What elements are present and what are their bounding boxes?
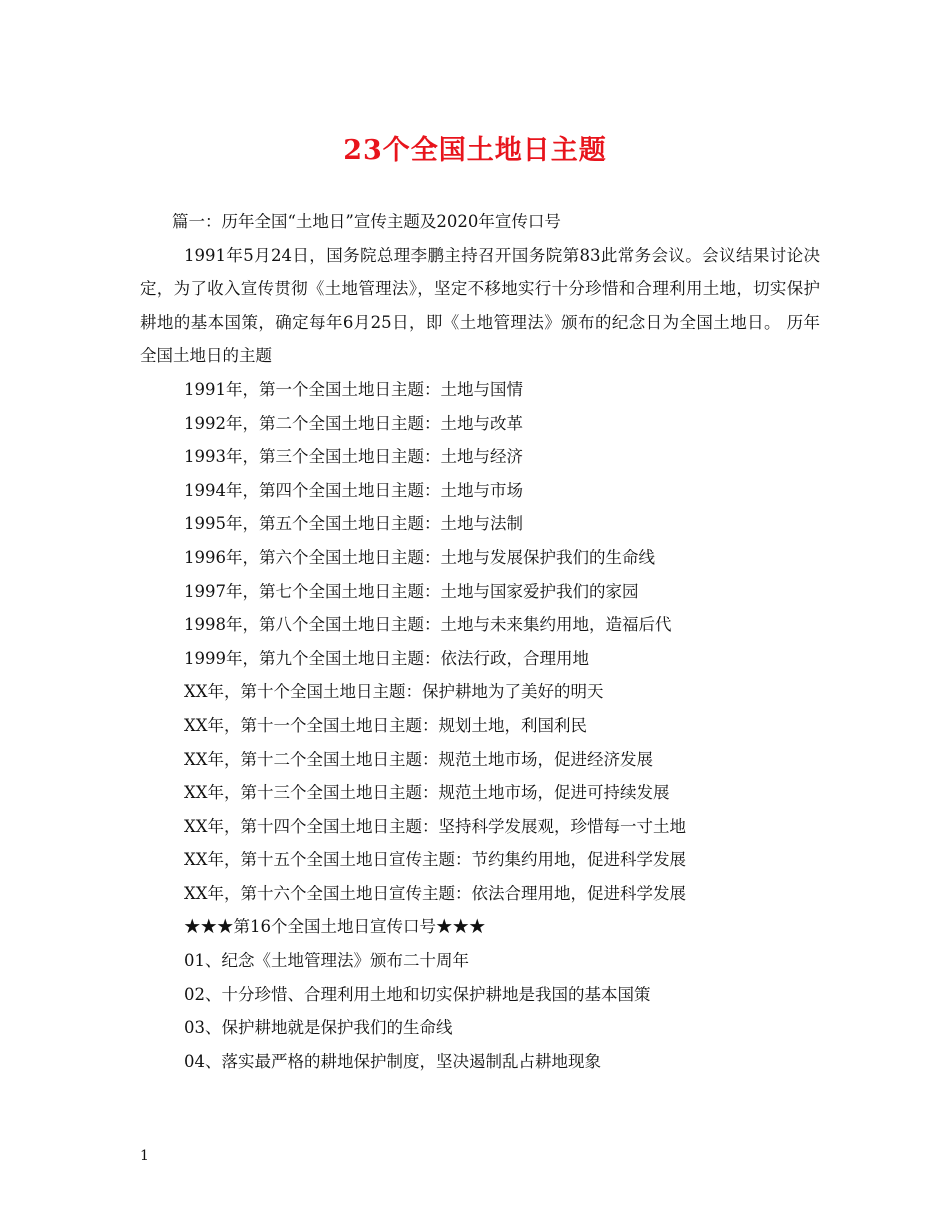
theme-line: XX年，第十个全国土地日主题：保护耕地为了美好的明天 <box>184 682 604 702</box>
theme-line: 1999年，第九个全国土地日主题：依法行政，合理用地 <box>184 648 589 668</box>
theme-line: 1991年，第一个全国土地日主题：土地与国情 <box>184 379 523 399</box>
page-title: 23个全国土地日主题 <box>343 135 607 166</box>
slogan-line: 04、落实最严格的耕地保护制度，坚决遏制乱占耕地现象 <box>184 1051 601 1071</box>
slogan-heading: ★★★第16个全国土地日宣传口号★★★ <box>184 917 486 937</box>
slogan-line: 01、纪念《土地管理法》颁布二十周年 <box>184 951 469 971</box>
theme-line: 1997年，第七个全国土地日主题：土地与国家爱护我们的家园 <box>184 581 639 601</box>
theme-line: XX年，第十一个全国土地日主题：规划土地，利国利民 <box>184 715 587 735</box>
slogan-line: 03、保护耕地就是保护我们的生命线 <box>184 1018 453 1038</box>
page-number: 1 <box>140 1148 149 1164</box>
theme-line: 1993年，第三个全国土地日主题：土地与经济 <box>184 447 523 467</box>
intro-paragraph: 1991年5月24日，国务院总理李鹏主持召开国务院第83此常务会议。会议结果讨论决定，为了收入宣传贯彻《土地管理法》，坚定不移地实行十分珍惜和合理利用土地，切实保护耕地的基本国策，确定每年6月25日，即《土地管理法》颁布的纪念日为全国土地日。 历年全国土地日的主题 <box>140 245 820 366</box>
theme-line: XX年，第十三个全国土地日主题：规范土地市场，促进可持续发展 <box>184 783 670 803</box>
document-body <box>140 205 820 1078</box>
theme-line: 1998年，第八个全国土地日主题：土地与未来集约用地，造福后代 <box>184 615 672 635</box>
theme-line: 1994年，第四个全国土地日主题：土地与市场 <box>184 480 523 500</box>
theme-line: XX年，第十六个全国土地日宣传主题：依法合理用地，促进科学发展 <box>184 883 686 903</box>
theme-line: XX年，第十二个全国土地日主题：规范土地市场，促进经济发展 <box>184 749 653 769</box>
slogan-line: 02、十分珍惜、合理利用土地和切实保护耕地是我国的基本国策 <box>184 984 651 1004</box>
theme-line: 1996年，第六个全国土地日主题：土地与发展保护我们的生命线 <box>184 547 655 567</box>
theme-line: 1995年，第五个全国土地日主题：土地与法制 <box>184 514 523 534</box>
section-heading: 篇一：历年全国“土地日”宣传主题及2020年宣传口号 <box>172 212 561 231</box>
theme-line: 1992年，第二个全国土地日主题：土地与改革 <box>184 413 523 433</box>
theme-line: XX年，第十五个全国土地日宣传主题：节约集约用地，促进科学发展 <box>184 850 686 870</box>
theme-line: XX年，第十四个全国土地日主题：坚持科学发展观，珍惜每一寸土地 <box>184 816 686 836</box>
